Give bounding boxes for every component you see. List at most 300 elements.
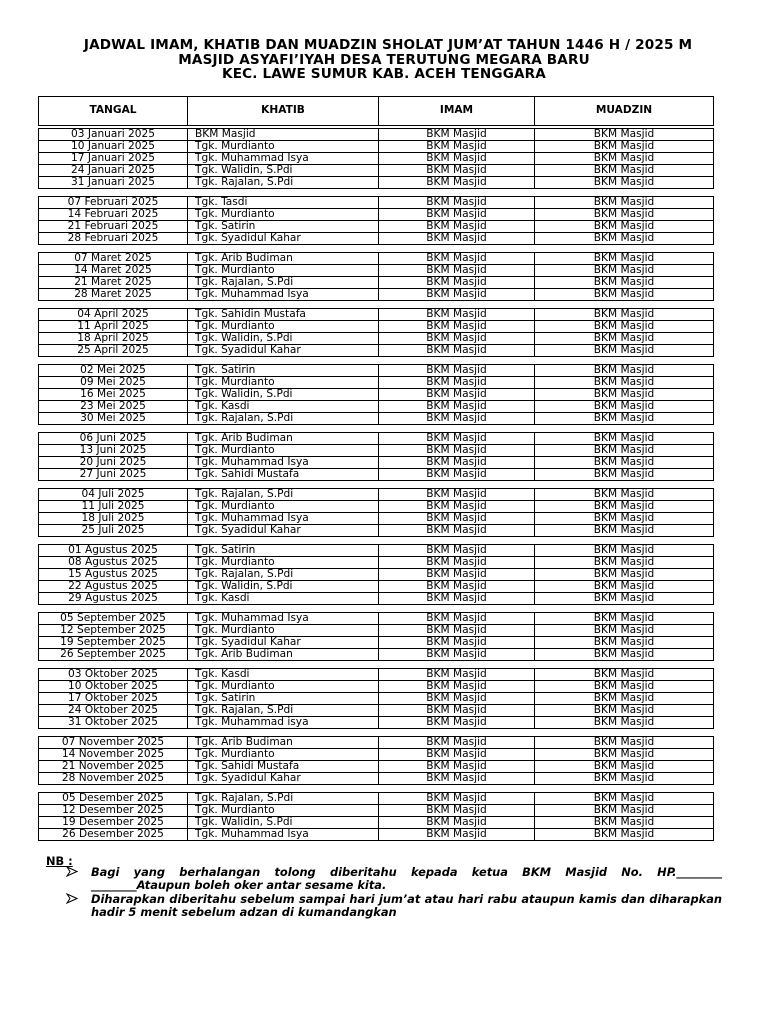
cell-khatib: Tgk. Murdianto xyxy=(188,141,379,153)
cell-imam: BKM Masjid xyxy=(379,593,535,605)
table-row xyxy=(39,717,714,729)
table-row xyxy=(39,761,714,773)
cell-date: 01 Agustus 2025 xyxy=(39,544,188,556)
month-separator xyxy=(39,301,714,309)
cell-khatib: Tgk. Walidin, S.Pdi xyxy=(188,165,379,177)
cell-khatib: Tgk. Murdianto xyxy=(188,209,379,221)
cell-khatib: Tgk. Muhammad Isya xyxy=(188,829,379,841)
arrowhead-bullet-icon xyxy=(66,866,78,880)
cell-muadzin: BKM Masjid xyxy=(535,817,714,829)
cell-muadzin: BKM Masjid xyxy=(535,525,714,537)
cell-imam: BKM Masjid xyxy=(379,637,535,649)
cell-muadzin: BKM Masjid xyxy=(535,401,714,413)
cell-imam: BKM Masjid xyxy=(379,401,535,413)
month-separator xyxy=(39,729,714,737)
cell-imam: BKM Masjid xyxy=(379,525,535,537)
cell-date: 14 Februari 2025 xyxy=(39,209,188,221)
cell-imam: BKM Masjid xyxy=(379,489,535,501)
cell-date: 17 Januari 2025 xyxy=(39,153,188,165)
cell-date: 19 Desember 2025 xyxy=(39,817,188,829)
cell-date: 10 Januari 2025 xyxy=(39,141,188,153)
month-separator xyxy=(39,785,714,793)
cell-muadzin: BKM Masjid xyxy=(535,829,714,841)
cell-khatib: Tgk. Syadidul Kahar xyxy=(188,637,379,649)
cell-date: 08 Agustus 2025 xyxy=(39,557,188,569)
table-row xyxy=(39,613,714,625)
cell-muadzin: BKM Masjid xyxy=(535,321,714,333)
table-row xyxy=(39,129,714,141)
cell-date: 05 Desember 2025 xyxy=(39,793,188,805)
separator-cell xyxy=(39,537,714,545)
cell-muadzin: BKM Masjid xyxy=(535,153,714,165)
cell-imam: BKM Masjid xyxy=(379,829,535,841)
cell-imam: BKM Masjid xyxy=(379,557,535,569)
cell-muadzin: BKM Masjid xyxy=(535,773,714,785)
table-row xyxy=(39,593,714,605)
table-row xyxy=(39,557,714,569)
cell-imam: BKM Masjid xyxy=(379,141,535,153)
cell-muadzin: BKM Masjid xyxy=(535,433,714,445)
cell-date: 28 Maret 2025 xyxy=(39,289,188,301)
note-item xyxy=(66,893,722,920)
cell-khatib: Tgk. Rajalan, S.Pdi xyxy=(188,489,379,501)
table-row xyxy=(39,457,714,469)
cell-imam: BKM Masjid xyxy=(379,445,535,457)
month-separator xyxy=(39,537,714,545)
separator-cell xyxy=(39,729,714,737)
cell-date: 14 November 2025 xyxy=(39,749,188,761)
separator-cell xyxy=(39,245,714,253)
cell-khatib: Tgk. Rajalan, S.Pdi xyxy=(188,705,379,717)
cell-date: 03 Oktober 2025 xyxy=(39,669,188,681)
cell-imam: BKM Masjid xyxy=(379,749,535,761)
cell-khatib: Tgk. Rajalan, S.Pdi xyxy=(188,413,379,425)
cell-khatib: Tgk. Syadidul Kahar xyxy=(188,345,379,357)
cell-date: 07 Maret 2025 xyxy=(39,253,188,265)
cell-date: 18 Juli 2025 xyxy=(39,513,188,525)
cell-khatib: Tgk. Satirin xyxy=(188,221,379,233)
cell-date: 11 April 2025 xyxy=(39,321,188,333)
cell-muadzin: BKM Masjid xyxy=(535,649,714,661)
cell-date: 07 November 2025 xyxy=(39,737,188,749)
cell-imam: BKM Masjid xyxy=(379,649,535,661)
cell-imam: BKM Masjid xyxy=(379,253,535,265)
table-row xyxy=(39,681,714,693)
cell-muadzin: BKM Masjid xyxy=(535,581,714,593)
cell-khatib: Tgk. Arib Budiman xyxy=(188,737,379,749)
cell-muadzin: BKM Masjid xyxy=(535,333,714,345)
table-row xyxy=(39,209,714,221)
cell-date: 24 Oktober 2025 xyxy=(39,705,188,717)
cell-imam: BKM Masjid xyxy=(379,613,535,625)
table-row xyxy=(39,197,714,209)
table-row xyxy=(39,817,714,829)
cell-date: 31 Januari 2025 xyxy=(39,177,188,189)
cell-muadzin: BKM Masjid xyxy=(535,693,714,705)
cell-khatib: Tgk. Walidin, S.Pdi xyxy=(188,389,379,401)
cell-khatib: Tgk. Walidin, S.Pdi xyxy=(188,581,379,593)
cell-date: 26 September 2025 xyxy=(39,649,188,661)
table-row xyxy=(39,749,714,761)
cell-khatib: Tgk. Murdianto xyxy=(188,501,379,513)
cell-muadzin: BKM Masjid xyxy=(535,165,714,177)
cell-muadzin: BKM Masjid xyxy=(535,513,714,525)
cell-date: 07 Februari 2025 xyxy=(39,197,188,209)
separator-cell xyxy=(39,785,714,793)
cell-muadzin: BKM Masjid xyxy=(535,681,714,693)
cell-date: 25 Juli 2025 xyxy=(39,525,188,537)
table-row xyxy=(39,253,714,265)
cell-date: 21 November 2025 xyxy=(39,761,188,773)
cell-muadzin: BKM Masjid xyxy=(535,177,714,189)
table-row xyxy=(39,805,714,817)
cell-imam: BKM Masjid xyxy=(379,513,535,525)
table-row xyxy=(39,489,714,501)
cell-date: 29 Agustus 2025 xyxy=(39,593,188,605)
cell-muadzin: BKM Masjid xyxy=(535,209,714,221)
table-row xyxy=(39,544,714,556)
table-header-row xyxy=(39,97,714,126)
cell-khatib: Tgk. Murdianto xyxy=(188,377,379,389)
cell-khatib: Tgk. Sahidin Mustafa xyxy=(188,309,379,321)
cell-muadzin: BKM Masjid xyxy=(535,445,714,457)
cell-imam: BKM Masjid xyxy=(379,153,535,165)
cell-imam: BKM Masjid xyxy=(379,364,535,376)
cell-imam: BKM Masjid xyxy=(379,321,535,333)
cell-khatib: Tgk. Sahidi Mustafa xyxy=(188,761,379,773)
cell-date: 28 Februari 2025 xyxy=(39,233,188,245)
cell-khatib: Tgk. Muhammad isya xyxy=(188,717,379,729)
cell-khatib: Tgk. Murdianto xyxy=(188,681,379,693)
cell-imam: BKM Masjid xyxy=(379,233,535,245)
cell-khatib: Tgk. Murdianto xyxy=(188,321,379,333)
cell-khatib: Tgk. Murdianto xyxy=(188,265,379,277)
table-row xyxy=(39,669,714,681)
table-row xyxy=(39,401,714,413)
cell-date: 28 November 2025 xyxy=(39,773,188,785)
month-separator xyxy=(39,189,714,197)
table-row xyxy=(39,333,714,345)
cell-date: 23 Mei 2025 xyxy=(39,401,188,413)
table-row xyxy=(39,309,714,321)
cell-date: 27 Juni 2025 xyxy=(39,469,188,481)
cell-imam: BKM Masjid xyxy=(379,681,535,693)
separator-cell xyxy=(39,481,714,489)
cell-muadzin: BKM Masjid xyxy=(535,469,714,481)
cell-date: 19 September 2025 xyxy=(39,637,188,649)
month-separator xyxy=(39,661,714,669)
separator-cell xyxy=(39,357,714,365)
cell-imam: BKM Masjid xyxy=(379,289,535,301)
cell-khatib: Tgk. Rajalan, S.Pdi xyxy=(188,569,379,581)
title-line-1: JADWAL IMAM, KHATIB DAN MUADZIN SHOLAT JUM’AT TAHUN 1446 H / 2025 M xyxy=(83,37,693,53)
cell-muadzin: BKM Masjid xyxy=(535,749,714,761)
cell-khatib: Tgk. Sahidi Mustafa xyxy=(188,469,379,481)
cell-date: 20 Juni 2025 xyxy=(39,457,188,469)
arrowhead-bullet-icon xyxy=(66,893,78,907)
cell-imam: BKM Masjid xyxy=(379,761,535,773)
cell-imam: BKM Masjid xyxy=(379,277,535,289)
cell-date: 15 Agustus 2025 xyxy=(39,569,188,581)
column-header-khatib: KHATIB xyxy=(188,97,379,126)
table-row xyxy=(39,277,714,289)
cell-khatib: Tgk. Rajalan, S.Pdi xyxy=(188,793,379,805)
cell-imam: BKM Masjid xyxy=(379,693,535,705)
cell-date: 09 Mei 2025 xyxy=(39,377,188,389)
cell-khatib: Tgk. Walidin, S.Pdi xyxy=(188,333,379,345)
cell-khatib: Tgk. Syadidul Kahar xyxy=(188,233,379,245)
cell-khatib: Tgk. Satirin xyxy=(188,364,379,376)
cell-imam: BKM Masjid xyxy=(379,669,535,681)
cell-khatib: Tgk. Syadidul Kahar xyxy=(188,773,379,785)
cell-muadzin: BKM Masjid xyxy=(535,221,714,233)
cell-muadzin: BKM Masjid xyxy=(535,389,714,401)
table-row xyxy=(39,793,714,805)
cell-khatib: BKM Masjid xyxy=(188,129,379,141)
table-row xyxy=(39,289,714,301)
cell-muadzin: BKM Masjid xyxy=(535,613,714,625)
cell-date: 16 Mei 2025 xyxy=(39,389,188,401)
cell-imam: BKM Masjid xyxy=(379,805,535,817)
cell-date: 18 April 2025 xyxy=(39,333,188,345)
cell-imam: BKM Masjid xyxy=(379,793,535,805)
table-row xyxy=(39,581,714,593)
cell-muadzin: BKM Masjid xyxy=(535,593,714,605)
schedule-sheet xyxy=(38,96,713,841)
cell-date: 04 Juli 2025 xyxy=(39,489,188,501)
notes-list xyxy=(66,866,722,920)
cell-muadzin: BKM Masjid xyxy=(535,557,714,569)
cell-imam: BKM Masjid xyxy=(379,129,535,141)
cell-imam: BKM Masjid xyxy=(379,197,535,209)
title-line-2: MASJID ASYAFI’IYAH DESA TERUTUNG MEGARA BARU xyxy=(178,51,590,68)
cell-muadzin: BKM Masjid xyxy=(535,197,714,209)
cell-date: 13 Juni 2025 xyxy=(39,445,188,457)
table-row xyxy=(39,649,714,661)
cell-muadzin: BKM Masjid xyxy=(535,737,714,749)
table-row xyxy=(39,377,714,389)
column-header-muadzin: MUADZIN xyxy=(535,97,714,126)
cell-imam: BKM Masjid xyxy=(379,377,535,389)
cell-imam: BKM Masjid xyxy=(379,345,535,357)
cell-khatib: Tgk. Murdianto xyxy=(188,557,379,569)
separator-cell xyxy=(39,189,714,197)
cell-khatib: Tgk. Muhammad Isya xyxy=(188,613,379,625)
cell-khatib: Tgk. Satirin xyxy=(188,544,379,556)
table-row xyxy=(39,153,714,165)
month-separator xyxy=(39,357,714,365)
cell-date: 04 April 2025 xyxy=(39,309,188,321)
cell-khatib: Tgk. Arib Budiman xyxy=(188,253,379,265)
cell-imam: BKM Masjid xyxy=(379,309,535,321)
cell-date: 24 Januari 2025 xyxy=(39,165,188,177)
separator-cell xyxy=(39,661,714,669)
column-header-date: TANGAL xyxy=(39,97,188,126)
cell-imam: BKM Masjid xyxy=(379,581,535,593)
table-row xyxy=(39,693,714,705)
cell-imam: BKM Masjid xyxy=(379,737,535,749)
cell-date: 25 April 2025 xyxy=(39,345,188,357)
cell-imam: BKM Masjid xyxy=(379,209,535,221)
cell-date: 03 Januari 2025 xyxy=(39,129,188,141)
cell-khatib: Tgk. Muhammad Isya xyxy=(188,457,379,469)
table-row xyxy=(39,221,714,233)
table-row xyxy=(39,445,714,457)
cell-imam: BKM Masjid xyxy=(379,333,535,345)
cell-imam: BKM Masjid xyxy=(379,501,535,513)
cell-imam: BKM Masjid xyxy=(379,569,535,581)
cell-khatib: Tgk. Kasdi xyxy=(188,401,379,413)
cell-imam: BKM Masjid xyxy=(379,265,535,277)
cell-muadzin: BKM Masjid xyxy=(535,457,714,469)
table-row xyxy=(39,413,714,425)
cell-muadzin: BKM Masjid xyxy=(535,669,714,681)
cell-muadzin: BKM Masjid xyxy=(535,277,714,289)
cell-muadzin: BKM Masjid xyxy=(535,717,714,729)
table-row xyxy=(39,469,714,481)
table-row xyxy=(39,705,714,717)
title-line-3: KEC. LAWE SUMUR KAB. ACEH TENGGARA xyxy=(222,66,546,83)
cell-date: 14 Maret 2025 xyxy=(39,265,188,277)
cell-muadzin: BKM Masjid xyxy=(535,253,714,265)
cell-muadzin: BKM Masjid xyxy=(535,309,714,321)
cell-imam: BKM Masjid xyxy=(379,389,535,401)
table-row xyxy=(39,829,714,841)
table-row xyxy=(39,501,714,513)
table-row xyxy=(39,513,714,525)
cell-imam: BKM Masjid xyxy=(379,717,535,729)
table-row xyxy=(39,525,714,537)
cell-date: 05 September 2025 xyxy=(39,613,188,625)
cell-muadzin: BKM Masjid xyxy=(535,129,714,141)
cell-muadzin: BKM Masjid xyxy=(535,569,714,581)
cell-date: 30 Mei 2025 xyxy=(39,413,188,425)
cell-date: 02 Mei 2025 xyxy=(39,364,188,376)
cell-muadzin: BKM Masjid xyxy=(535,265,714,277)
cell-khatib: Tgk. Muhammad Isya xyxy=(188,153,379,165)
cell-imam: BKM Masjid xyxy=(379,413,535,425)
cell-khatib: Tgk. Rajalan, S.Pdi xyxy=(188,277,379,289)
document-header xyxy=(0,38,768,82)
separator-cell xyxy=(39,605,714,613)
cell-khatib: Tgk. Murdianto xyxy=(188,445,379,457)
cell-muadzin: BKM Masjid xyxy=(535,705,714,717)
note-text: Bagi yang berhalangan tolong diberitahu kepada ketua BKM Masjid No. HP.________ ________Ataupun boleh oker antar sesame kita. xyxy=(91,865,722,893)
cell-muadzin: BKM Masjid xyxy=(535,637,714,649)
cell-muadzin: BKM Masjid xyxy=(535,364,714,376)
schedule-table xyxy=(38,96,714,841)
cell-muadzin: BKM Masjid xyxy=(535,805,714,817)
cell-khatib: Tgk. Arib Budiman xyxy=(188,649,379,661)
cell-khatib: Tgk. Walidin, S.Pdi xyxy=(188,817,379,829)
cell-khatib: Tgk. Muhammad Isya xyxy=(188,289,379,301)
cell-khatib: Tgk. Muhammad Isya xyxy=(188,513,379,525)
cell-imam: BKM Masjid xyxy=(379,773,535,785)
table-row xyxy=(39,321,714,333)
cell-imam: BKM Masjid xyxy=(379,221,535,233)
table-row xyxy=(39,177,714,189)
cell-muadzin: BKM Masjid xyxy=(535,793,714,805)
table-row xyxy=(39,637,714,649)
cell-date: 26 Desember 2025 xyxy=(39,829,188,841)
cell-khatib: Tgk. Murdianto xyxy=(188,749,379,761)
cell-muadzin: BKM Masjid xyxy=(535,544,714,556)
cell-khatib: Tgk. Rajalan, S.Pdi xyxy=(188,177,379,189)
month-separator xyxy=(39,481,714,489)
table-row xyxy=(39,433,714,445)
cell-imam: BKM Masjid xyxy=(379,817,535,829)
cell-muadzin: BKM Masjid xyxy=(535,489,714,501)
cell-date: 12 Desember 2025 xyxy=(39,805,188,817)
cell-khatib: Tgk. Murdianto xyxy=(188,625,379,637)
table-row xyxy=(39,569,714,581)
notes-label: NB : xyxy=(46,854,73,868)
cell-date: 21 Februari 2025 xyxy=(39,221,188,233)
table-row xyxy=(39,345,714,357)
table-row xyxy=(39,773,714,785)
cell-khatib: Tgk. Kasdi xyxy=(188,593,379,605)
schedule-body xyxy=(39,126,714,841)
separator-cell xyxy=(39,301,714,309)
separator-cell xyxy=(39,425,714,433)
cell-muadzin: BKM Masjid xyxy=(535,141,714,153)
cell-date: 12 September 2025 xyxy=(39,625,188,637)
cell-muadzin: BKM Masjid xyxy=(535,289,714,301)
cell-muadzin: BKM Masjid xyxy=(535,625,714,637)
note-text: Diharapkan diberitahu sebelum sampai hari jum’at atau hari rabu ataupun kamis dan diharapkan hadir 5 menit sebelum adzan di kumandangkan xyxy=(91,891,722,920)
cell-imam: BKM Masjid xyxy=(379,705,535,717)
cell-imam: BKM Masjid xyxy=(379,469,535,481)
cell-imam: BKM Masjid xyxy=(379,457,535,469)
cell-date: 17 Oktober 2025 xyxy=(39,693,188,705)
cell-muadzin: BKM Masjid xyxy=(535,377,714,389)
table-row xyxy=(39,389,714,401)
table-row xyxy=(39,625,714,637)
month-separator xyxy=(39,605,714,613)
cell-muadzin: BKM Masjid xyxy=(535,501,714,513)
cell-date: 21 Maret 2025 xyxy=(39,277,188,289)
cell-imam: BKM Masjid xyxy=(379,177,535,189)
month-separator xyxy=(39,245,714,253)
cell-khatib: Tgk. Tasdi xyxy=(188,197,379,209)
table-row xyxy=(39,233,714,245)
table-row xyxy=(39,364,714,376)
cell-khatib: Tgk. Syadidul Kahar xyxy=(188,525,379,537)
cell-muadzin: BKM Masjid xyxy=(535,413,714,425)
cell-date: 11 Juli 2025 xyxy=(39,501,188,513)
month-separator xyxy=(39,425,714,433)
table-row xyxy=(39,141,714,153)
column-header-imam: IMAM xyxy=(379,97,535,126)
cell-date: 10 Oktober 2025 xyxy=(39,681,188,693)
table-row xyxy=(39,737,714,749)
cell-date: 22 Agustus 2025 xyxy=(39,581,188,593)
cell-date: 06 Juni 2025 xyxy=(39,433,188,445)
cell-imam: BKM Masjid xyxy=(379,544,535,556)
cell-khatib: Tgk. Arib Budiman xyxy=(188,433,379,445)
cell-khatib: Tgk. Satirin xyxy=(188,693,379,705)
cell-khatib: Tgk. Kasdi xyxy=(188,669,379,681)
cell-khatib: Tgk. Murdianto xyxy=(188,805,379,817)
table-row xyxy=(39,265,714,277)
cell-muadzin: BKM Masjid xyxy=(535,345,714,357)
cell-muadzin: BKM Masjid xyxy=(535,761,714,773)
note-item xyxy=(66,866,722,893)
cell-muadzin: BKM Masjid xyxy=(535,233,714,245)
cell-imam: BKM Masjid xyxy=(379,433,535,445)
cell-imam: BKM Masjid xyxy=(379,165,535,177)
table-row xyxy=(39,165,714,177)
